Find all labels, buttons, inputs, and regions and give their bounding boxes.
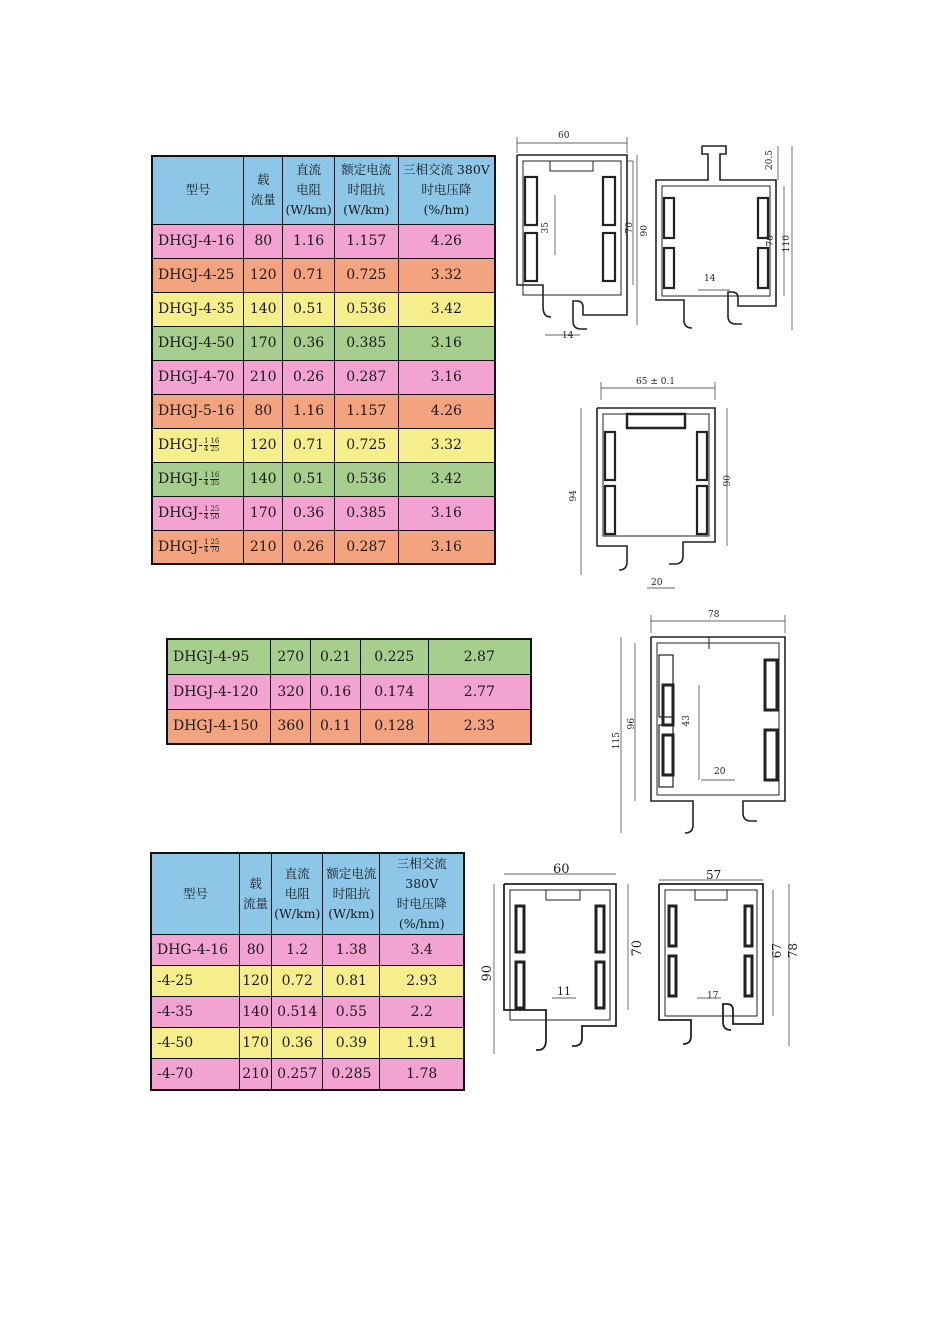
- fraction-denominator: 50: [210, 512, 220, 521]
- dc-resistance-cell: 0.26: [283, 530, 334, 564]
- model-text: DHGJ-: [158, 471, 203, 487]
- spec-table-3: [150, 852, 465, 1091]
- fraction: [210, 472, 219, 487]
- dim-gap: 20: [651, 578, 663, 588]
- column-header-line: (%/hm): [398, 916, 445, 931]
- column-header-line: (W/km): [274, 906, 321, 921]
- profile-drawing-3: [565, 370, 740, 595]
- impedance-cell: 0.385: [334, 326, 398, 360]
- table-row: [167, 639, 531, 674]
- table-header-row: [152, 156, 495, 224]
- profile-drawing-2: [650, 140, 800, 340]
- current-cell: 80: [244, 224, 283, 258]
- dc-resistance-cell: 0.36: [283, 326, 334, 360]
- dc-resistance-cell: 1.16: [283, 394, 334, 428]
- table-row: [152, 496, 495, 530]
- table-row: [152, 462, 495, 496]
- current-cell: 120: [244, 428, 283, 462]
- fraction-numerator: 16: [210, 470, 220, 479]
- model-text: -4-50: [157, 1035, 194, 1051]
- current-cell: 210: [244, 530, 283, 564]
- column-header: [380, 853, 464, 935]
- current-cell: 170: [244, 326, 283, 360]
- dim-gap: 20: [714, 767, 726, 777]
- dim-inner: 70: [625, 222, 635, 234]
- current-cell: 120: [240, 966, 272, 997]
- current-cell: 140: [244, 462, 283, 496]
- voltage-drop-cell: 4.26: [398, 224, 495, 258]
- profile-drawing-6: [645, 870, 805, 1050]
- table-row: [152, 530, 495, 564]
- voltage-drop-cell: 2.87: [428, 639, 531, 674]
- impedance-cell: 0.81: [323, 966, 380, 997]
- current-cell: 360: [271, 709, 311, 744]
- column-header: [152, 156, 244, 224]
- dim-left: 94: [569, 490, 579, 502]
- column-header-line: (W/km): [328, 906, 375, 921]
- dim-total: 110: [782, 235, 792, 253]
- column-header-line: 流量: [250, 192, 276, 208]
- impedance-cell: 0.287: [334, 530, 398, 564]
- model-text: -4-25: [157, 973, 194, 989]
- impedance-cell: 1.38: [323, 935, 380, 966]
- model-text: -4-35: [157, 1004, 194, 1020]
- dc-resistance-cell: 0.514: [272, 997, 323, 1028]
- voltage-drop-cell: 3.16: [398, 496, 495, 530]
- model-text: -4-70: [157, 1065, 194, 1082]
- table-row: [152, 428, 495, 462]
- model-text: DHGJ-: [158, 437, 203, 453]
- column-header-line: 三相交流 380V: [402, 162, 490, 178]
- dim-inner: 70: [766, 235, 776, 247]
- voltage-drop-cell: 3.32: [398, 258, 495, 292]
- dc-resistance-cell: 0.26: [283, 360, 334, 394]
- table-row: [151, 935, 464, 966]
- column-header: [398, 156, 495, 224]
- dc-resistance-cell: 1.16: [283, 224, 334, 258]
- model-cell: [152, 292, 244, 326]
- current-cell: 270: [271, 639, 311, 674]
- current-cell: 170: [244, 496, 283, 530]
- dim-gap: 11: [557, 985, 571, 998]
- column-header-line: 时电压降: [396, 896, 447, 911]
- column-header-line: 型号: [185, 182, 211, 198]
- fraction: [210, 506, 219, 521]
- column-header-line: 直流: [284, 866, 310, 881]
- table-row: [167, 709, 531, 744]
- fraction-numerator: 1: [203, 436, 209, 445]
- current-cell: 210: [240, 1059, 272, 1090]
- column-header: [151, 853, 240, 935]
- model-cell: [167, 639, 271, 674]
- model-text: DHGJ-: [158, 538, 203, 555]
- column-header-line: 流量: [243, 896, 269, 911]
- dim-spacing: 35: [541, 222, 551, 234]
- fraction-numerator: 1: [203, 538, 209, 547]
- table-row: [152, 326, 495, 360]
- current-cell: 140: [244, 292, 283, 326]
- dim-spacing: 43: [682, 715, 692, 727]
- table-row: [152, 258, 495, 292]
- fraction: [204, 472, 208, 487]
- dim-inner: 70: [630, 940, 645, 957]
- fraction-numerator: 25: [210, 538, 220, 547]
- model-cell: [167, 674, 271, 709]
- fraction-numerator: 16: [210, 436, 220, 445]
- dim-outer: 78: [786, 943, 800, 959]
- dc-resistance-cell: 0.21: [311, 639, 361, 674]
- current-cell: 120: [244, 258, 283, 292]
- column-header-line: (%/hm): [423, 202, 470, 218]
- model-text: DHGJ-5-16: [158, 403, 235, 419]
- column-header: [334, 156, 398, 224]
- dc-resistance-cell: 0.11: [311, 709, 361, 744]
- impedance-cell: 0.39: [323, 1028, 380, 1059]
- fraction-denominator: 4: [203, 478, 209, 487]
- table-header-row: [151, 853, 464, 935]
- model-cell: [151, 1059, 240, 1090]
- dim-width: 60: [553, 862, 570, 877]
- voltage-drop-cell: 3.42: [398, 462, 495, 496]
- model-cell: [167, 709, 271, 744]
- dc-resistance-cell: 0.16: [311, 674, 361, 709]
- voltage-drop-cell: 3.16: [398, 326, 495, 360]
- spec-table-2: [166, 638, 532, 745]
- fraction-denominator: 25: [210, 444, 220, 453]
- fraction-denominator: 70: [210, 546, 220, 555]
- dim-outer: 115: [612, 732, 622, 750]
- fraction: [210, 438, 219, 453]
- column-header-line: 额定电流: [341, 162, 392, 178]
- current-cell: 80: [244, 394, 283, 428]
- dc-resistance-cell: 0.71: [283, 258, 334, 292]
- voltage-drop-cell: 2.77: [428, 674, 531, 709]
- column-header-line: 载: [249, 876, 262, 891]
- impedance-cell: 0.536: [334, 292, 398, 326]
- dim-gap: 14: [704, 274, 716, 284]
- model-cell: [151, 966, 240, 997]
- impedance-cell: 0.287: [334, 360, 398, 394]
- model-cell: [152, 360, 244, 394]
- voltage-drop-cell: 4.26: [398, 394, 495, 428]
- model-cell: [152, 496, 244, 530]
- fraction-denominator: 4: [203, 546, 209, 555]
- voltage-drop-cell: 1.91: [380, 1028, 464, 1059]
- dim-width: 57: [706, 868, 722, 882]
- column-header-line: (W/km): [343, 202, 390, 218]
- profile-drawing-1: [505, 125, 655, 350]
- impedance-cell: 0.55: [323, 997, 380, 1028]
- model-text: DHGJ-4-120: [173, 683, 259, 700]
- column-header: [240, 853, 272, 935]
- dim-gap: 14: [562, 331, 574, 341]
- voltage-drop-cell: 3.4: [380, 935, 464, 966]
- column-header-line: 三相交流 380V: [396, 856, 447, 891]
- model-text: DHGJ-4-70: [158, 369, 235, 385]
- table-row: [152, 360, 495, 394]
- column-header-line: 时阻抗: [347, 182, 385, 198]
- current-cell: 140: [240, 997, 272, 1028]
- model-text: DHGJ-4-95: [173, 648, 250, 665]
- column-header-line: 时阻抗: [332, 886, 371, 901]
- model-text: DHGJ-4-150: [173, 718, 259, 735]
- current-cell: 170: [240, 1028, 272, 1059]
- table-row: [152, 292, 495, 326]
- impedance-cell: 0.725: [334, 428, 398, 462]
- dc-resistance-cell: 0.51: [283, 292, 334, 326]
- model-text: DHG-4-16: [157, 942, 229, 958]
- dc-resistance-cell: 0.72: [272, 966, 323, 997]
- dim-width: 78: [708, 610, 720, 620]
- model-cell: [152, 428, 244, 462]
- column-header-line: 电阻: [284, 886, 310, 901]
- fraction-numerator: 1: [203, 504, 209, 513]
- model-cell: [152, 258, 244, 292]
- impedance-cell: 1.157: [334, 394, 398, 428]
- impedance-cell: 0.725: [334, 258, 398, 292]
- model-text: DHGJ-4-16: [158, 233, 235, 249]
- dim-width: 65 ± 0.1: [636, 377, 676, 387]
- voltage-drop-cell: 2.33: [428, 709, 531, 744]
- fraction: [204, 506, 208, 521]
- spec-table-1: [151, 155, 496, 565]
- dim-gap: 17: [707, 991, 719, 1001]
- model-cell: [152, 224, 244, 258]
- dim-inner: 96: [627, 718, 637, 730]
- voltage-drop-cell: 3.42: [398, 292, 495, 326]
- model-text: DHGJ-: [158, 505, 203, 521]
- fraction: [204, 539, 208, 554]
- table-row: [151, 1028, 464, 1059]
- voltage-drop-cell: 3.32: [398, 428, 495, 462]
- dim-height: 90: [640, 225, 650, 237]
- table-row: [151, 966, 464, 997]
- profile-drawing-5: [480, 862, 650, 1062]
- dim-inner: 67: [770, 943, 784, 959]
- dim-width: 60: [558, 131, 570, 141]
- current-cell: 320: [271, 674, 311, 709]
- dc-resistance-cell: 0.71: [283, 428, 334, 462]
- voltage-drop-cell: 2.93: [380, 966, 464, 997]
- dc-resistance-cell: 1.2: [272, 935, 323, 966]
- column-header-line: (W/km): [285, 202, 332, 218]
- model-cell: [151, 997, 240, 1028]
- column-header-line: 电阻: [296, 182, 322, 198]
- impedance-cell: 0.128: [360, 709, 428, 744]
- current-cell: 210: [244, 360, 283, 394]
- impedance-cell: 0.385: [334, 496, 398, 530]
- table-row: [151, 1059, 464, 1090]
- column-header: [272, 853, 323, 935]
- column-header-line: 直流: [296, 162, 322, 178]
- column-header-line: 时电压降: [421, 182, 472, 198]
- voltage-drop-cell: 1.78: [380, 1059, 464, 1090]
- dc-resistance-cell: 0.36: [283, 496, 334, 530]
- dc-resistance-cell: 0.257: [272, 1059, 323, 1090]
- model-cell: [152, 394, 244, 428]
- model-text: DHGJ-4-25: [158, 267, 235, 283]
- fraction-denominator: 4: [203, 512, 209, 521]
- column-header-line: 型号: [183, 886, 209, 901]
- model-cell: [151, 1028, 240, 1059]
- fraction-numerator: 25: [210, 504, 220, 513]
- impedance-cell: 0.225: [360, 639, 428, 674]
- column-header: [244, 156, 283, 224]
- impedance-cell: 0.536: [334, 462, 398, 496]
- model-cell: [152, 530, 244, 564]
- model-cell: [152, 326, 244, 360]
- model-cell: [151, 935, 240, 966]
- dim-top: 20.5: [765, 150, 775, 171]
- table-row: [152, 224, 495, 258]
- fraction-numerator: 1: [203, 470, 209, 479]
- table-row: [152, 394, 495, 428]
- impedance-cell: 0.174: [360, 674, 428, 709]
- fraction-denominator: 35: [210, 478, 220, 487]
- column-header-line: 载: [256, 172, 270, 188]
- table-row: [167, 674, 531, 709]
- dc-resistance-cell: 0.51: [283, 462, 334, 496]
- model-cell: [152, 462, 244, 496]
- impedance-cell: 1.157: [334, 224, 398, 258]
- dim-right: 90: [723, 475, 733, 487]
- voltage-drop-cell: 3.16: [398, 530, 495, 564]
- model-text: DHGJ-4-35: [158, 301, 235, 317]
- column-header: [283, 156, 334, 224]
- voltage-drop-cell: 3.16: [398, 360, 495, 394]
- model-text: DHGJ-4-50: [158, 335, 235, 351]
- current-cell: 80: [240, 935, 272, 966]
- fraction-denominator: 4: [203, 444, 209, 453]
- dim-outer: 90: [480, 965, 495, 982]
- fraction: [204, 438, 208, 453]
- dc-resistance-cell: 0.36: [272, 1028, 323, 1059]
- column-header: [323, 853, 380, 935]
- impedance-cell: 0.285: [323, 1059, 380, 1090]
- table-row: [151, 997, 464, 1028]
- voltage-drop-cell: 2.2: [380, 997, 464, 1028]
- column-header-line: 额定电流: [326, 866, 377, 881]
- fraction: [210, 539, 219, 554]
